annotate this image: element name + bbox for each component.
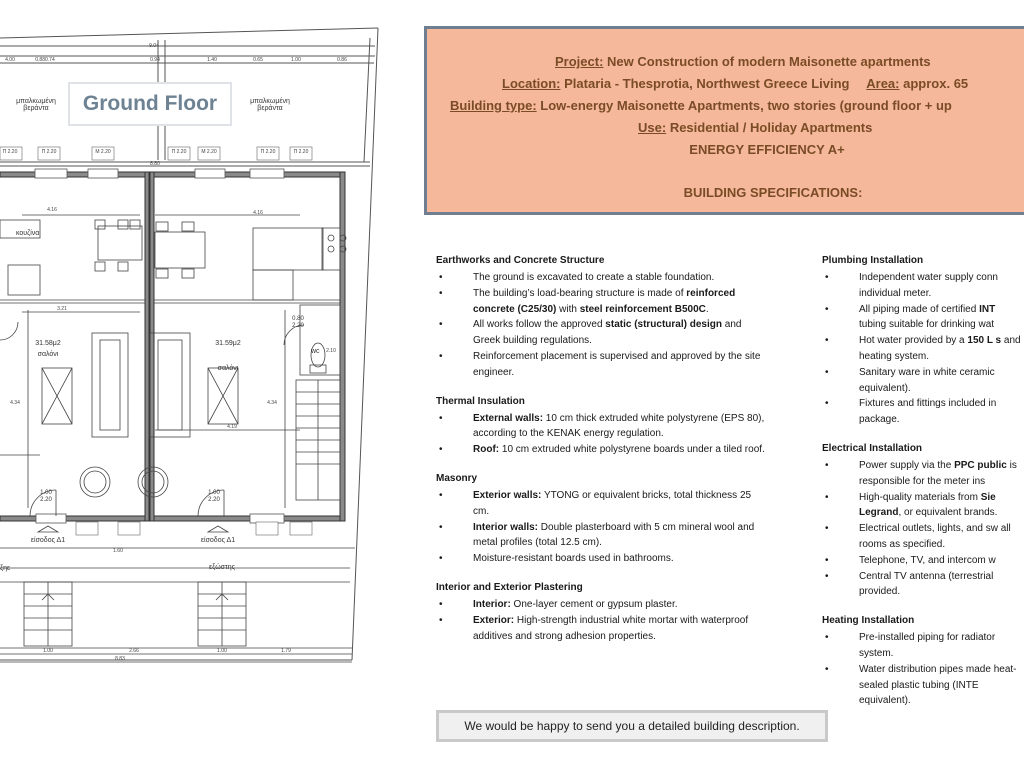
type-line (450, 99, 952, 112)
dim-top: 1.40 (207, 57, 217, 63)
dim-top: 4.00 (5, 57, 15, 63)
dim-top: 0.880.74 (35, 57, 55, 63)
room-wc: wc (311, 348, 320, 355)
list-item: • Water distribution pipes made heat-sealed plastic tubing (INTE equivalent). (822, 662, 1024, 709)
type-label: Building type: (450, 98, 537, 113)
specs-title: BUILDING SPECIFICATIONS: (683, 185, 863, 200)
section-plastering (436, 581, 766, 644)
dim-434-left: 4.34 (10, 400, 20, 406)
list-item: • Pre-installed piping for radiator system. (822, 630, 1024, 662)
window-code: Μ 2.20 (95, 149, 111, 155)
dim-top: 0.86 (337, 57, 347, 63)
list-item: • Roof: 10 cm extruded white polystyrene boards under a tiled roof. (436, 442, 766, 458)
list-item: • Fixtures and fittings included in package. (822, 396, 1024, 428)
list-item: • Independent water supply conn individual meter. (822, 270, 1024, 302)
section-title: Heating Installation (822, 615, 915, 627)
specs-right-column (822, 254, 1024, 723)
veranda-label-left: μπαλκωμένη βεράντα (16, 98, 56, 112)
dim-total: 8.83 (115, 656, 125, 662)
list-item: • Moisture-resistant boards used in bathrooms. (436, 551, 766, 567)
location-label: Location: (502, 76, 561, 91)
floor-title: Ground Floor (68, 82, 232, 126)
window-code: Π 2.20 (41, 149, 57, 155)
room-living-right: σαλόνι (217, 365, 239, 372)
floor-plan (0, 0, 400, 768)
dim-bottom: 2.66 (129, 648, 139, 654)
veranda-label-right: μπαλκωμένη βεράντα (250, 98, 290, 112)
dim-416-left: 4.16 (47, 207, 57, 213)
window-code: Π 2.20 (260, 149, 276, 155)
list-item: • Central TV antenna (terrestrial provided. (822, 569, 1024, 601)
window-code: Π 2.20 (293, 149, 309, 155)
section-title: Electrical Installation (822, 442, 923, 454)
dim-419: 4.19 (227, 424, 237, 430)
location-line (502, 77, 968, 90)
use-value: Residential / Holiday Apartments (669, 120, 873, 135)
dim-top: 0.94 (150, 57, 160, 63)
list-item: • Sanitary ware in white ceramic equivalent). (822, 365, 1024, 397)
section-title: Interior and Exterior Plastering (436, 581, 583, 593)
section-plumbing (822, 254, 1024, 428)
exterior-right: εξώστης (208, 564, 236, 571)
section-thermal (436, 395, 766, 458)
project-value: New Construction of modern Maisonette apartments (607, 54, 931, 69)
contact-callout: We would be happy to send you a detailed building description. (436, 710, 828, 742)
section-masonry (436, 472, 766, 567)
list-item: • All works follow the approved static (structural) design and Greek building regulations. (436, 317, 766, 349)
section-title: Masonry (436, 472, 478, 484)
area-left: 31.58μ2 (35, 340, 61, 347)
entrance-right: είσοδος Δ1 (200, 537, 236, 544)
dim-880: 8.80 (150, 161, 160, 167)
entrance-left: είσοδος Δ1 (30, 537, 66, 544)
room-kitchen: κουζίνα (16, 230, 40, 237)
dim-bottom: 1.00 (217, 648, 227, 654)
area-label: Area: (866, 76, 900, 91)
project-line (555, 55, 931, 68)
dim-321: 3.21 (57, 306, 67, 312)
use-label: Use: (638, 120, 667, 135)
list-item: • The building’s load-bearing structure is made of reinforced concrete (C25/30) with steel reinforcement B500C. (436, 286, 766, 318)
dim-top: 0.65 (253, 57, 263, 63)
list-item: • High-quality materials from Sie Legrand, or equivalent brands. (822, 490, 1024, 522)
type-value: Low-energy Maisonette Apartments, two stories (ground floor + up (540, 98, 952, 113)
area-right: 31.59μ2 (215, 340, 241, 347)
project-summary-box (424, 26, 1024, 215)
window-code: Μ 2.20 (201, 149, 217, 155)
project-label: Project: (555, 54, 604, 69)
dim-bottom: 1.79 (281, 648, 291, 654)
window-code: Π 2.20 (171, 149, 187, 155)
list-item: • Interior walls: Double plasterboard with 5 cm mineral wool and metal profiles (total 12.5 cm). (436, 520, 766, 552)
specs-left-column (436, 254, 766, 658)
wc-door-dim: 0.80 2.20 (292, 316, 304, 329)
dim-160: 1.60 (113, 548, 123, 554)
exterior-left: ξηε (0, 565, 11, 572)
section-electrical (822, 442, 1024, 600)
wc-dim: 2.10 (326, 348, 336, 354)
section-heating (822, 614, 1024, 709)
section-earthworks (436, 254, 766, 381)
dim-434-right: 4.34 (267, 400, 277, 406)
list-item: • External walls: 10 cm thick extruded white polystyrene (EPS 80), according to the KENAK energy regulation. (436, 411, 766, 443)
list-item: • The ground is excavated to create a stable foundation. (436, 270, 766, 286)
list-item: • Exterior: High-strength industrial white mortar with waterproof additives and strong adhesion properties. (436, 613, 766, 645)
area-value: approx. 65 (903, 76, 969, 91)
use-line (638, 121, 872, 134)
dim-bottom: 1.00 (43, 648, 53, 654)
list-item: • Interior: One-layer cement or gypsum plaster. (436, 597, 766, 613)
section-title: Thermal Insulation (436, 395, 525, 407)
dim-416-right: 4.16 (253, 210, 263, 216)
dim-top: 1.00 (291, 57, 301, 63)
energy-rating: ENERGY EFFICIENCY A+ (689, 142, 845, 157)
room-living-left: σαλόνι (37, 351, 59, 358)
list-item: • Power supply via the PPC public is responsible for the meter ins (822, 458, 1024, 490)
window-code: Π 2.20 (2, 149, 18, 155)
list-item: • Electrical outlets, lights, and sw all rooms as specified. (822, 521, 1024, 553)
door-dim-right: 1.00 2.20 (208, 490, 220, 503)
list-item: • Hot water provided by a 150 L s and heating system. (822, 333, 1024, 365)
list-item: • Reinforcement placement is supervised and approved by the site engineer. (436, 349, 766, 381)
section-title: Plumbing Installation (822, 255, 924, 266)
dim-top: 9.04 (149, 43, 159, 49)
section-title: Earthworks and Concrete Structure (436, 255, 605, 266)
list-item: • Telephone, TV, and intercom w (822, 553, 1024, 569)
list-item: • Exterior walls: YTONG or equivalent bricks, total thickness 25 cm. (436, 488, 766, 520)
location-value: Plataria - Thesprotia, Northwest Greece Living (564, 76, 850, 91)
door-dim-left: 1.00 2.20 (40, 490, 52, 503)
list-item: • All piping made of certified INT tubing suitable for drinking wat (822, 302, 1024, 334)
